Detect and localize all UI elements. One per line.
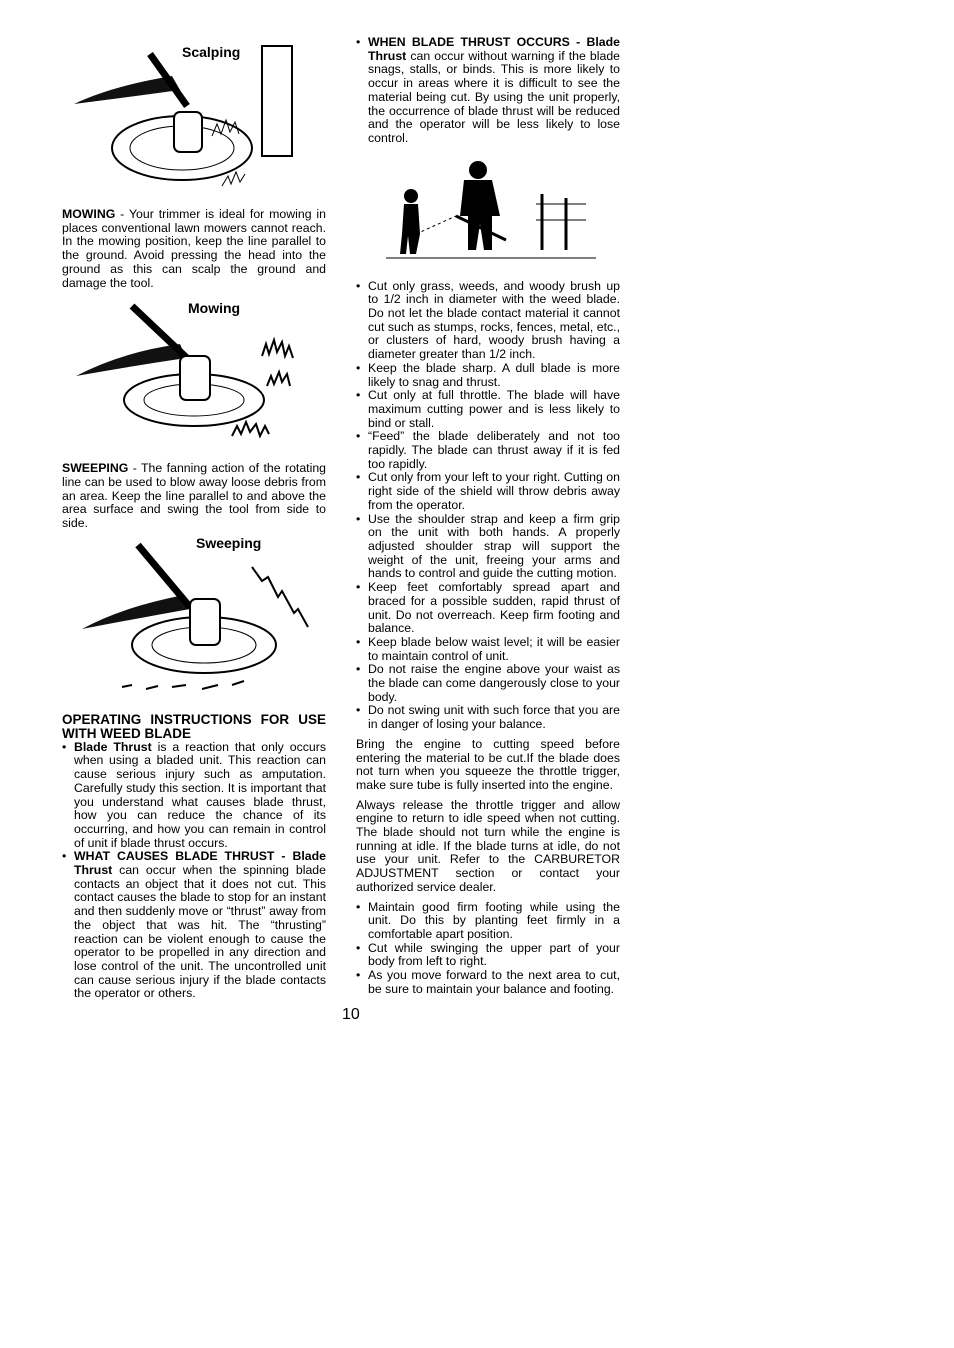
- list-item: • Blade Thrust is a reaction that only occurs when using a bladed unit. This reaction can cause serious injury such as amputation. Carefully study this section. It is important that you understand what causes blade thrust, how you can reduce the chance of its occurring, and how you can remain in control of unit if blade thrust occurs.: [62, 741, 326, 851]
- operating-instructions-heading: OPERATING INSTRUCTIONS FOR USE WITH WEED BLADE: [62, 711, 326, 741]
- list-item: • “Feed” the blade deliberately and not too rapidly. The blade can thrust away if it is fed too rapidly.: [356, 430, 620, 471]
- page-number: 10: [342, 1006, 360, 1023]
- right-top-list: [356, 36, 620, 146]
- mowing-paragraph: [62, 208, 326, 290]
- sweeping-paragraph: [62, 462, 326, 531]
- scalping-label: Scalping: [182, 44, 241, 60]
- list-item: • Use the shoulder strap and keep a firm grip on the unit with both hands. A properly adjusted shoulder strap will support the weight of the unit, freeing your arms and hands to control and guide the cutting motion.: [356, 513, 620, 582]
- list-item: • Maintain good firm footing while using the unit. Do this by planting feet firmly in a comfortable apart position.: [356, 901, 620, 942]
- engine-speed-paragraph: Bring the engine to cutting speed before entering the material to be cut.If the blade does not turn when you squeeze the throttle trigger, make sure tube is fully inserted into the engine.: [356, 736, 620, 792]
- right-bullet-list: [356, 280, 620, 732]
- throttle-release-paragraph: Always release the throttle trigger and allow engine to return to idle speed when not cutting. The blade should not turn while the engine is running at idle. If the blade turns at idle, do not use your unit. Refer to the CARBURETOR ADJUSTMENT section or contact your authorized service dealer.: [356, 797, 620, 894]
- sweeping-illustration: [62, 534, 326, 705]
- list-item: • Cut while swinging the upper part of your body from left to right.: [356, 942, 620, 969]
- mowing-figure: [62, 296, 326, 462]
- right-bullet-list-2: [356, 901, 620, 997]
- list-item: • WHEN BLADE THRUST OCCURS - Blade Thrust can occur without warning if the blade snags, stalls, or binds. This is more likely to occur in areas where it is difficult to see the material being cut. By using the unit properly, the occurrence of blade thrust will be reduced and the operator will be less likely to lose control.: [356, 36, 620, 146]
- list-item: • Keep the blade sharp. A dull blade is more likely to snag and thrust.: [356, 362, 620, 389]
- sweeping-label: Sweeping: [196, 534, 262, 551]
- sweeping-lead: SWEEPING: [62, 461, 129, 476]
- list-item: • Cut only from your left to your right. Cutting on right side of the shield will throw debris away from the operator.: [356, 471, 620, 512]
- scalping-figure: [62, 36, 326, 196]
- mowing-illustration: [62, 296, 326, 462]
- sweeping-figure: [62, 534, 326, 705]
- right-column: [356, 36, 620, 996]
- list-item: • Keep blade below waist level; it will be easier to maintain control of unit.: [356, 636, 620, 663]
- scalping-illustration: [62, 36, 326, 196]
- blade-thrust-illustration: [356, 154, 620, 272]
- mowing-label: Mowing: [188, 300, 241, 317]
- blade-thrust-figure: [356, 154, 620, 272]
- mowing-lead: MOWING: [62, 207, 116, 221]
- list-item: • Cut only at full throttle. The blade will have maximum cutting power and is less likely to bind or stall.: [356, 389, 620, 430]
- list-item: • WHAT CAUSES BLADE THRUST - Blade Thrust can occur when the spinning blade contacts an object that it does not cut. This contact causes the blade to stop for an instant and then suddenly move or “thrust” away from the object that was hit. The “thrusting” reaction can be violent enough to cause the operator to be propelled in any direction and lose control of the unit. The uncontrolled unit can cause serious injury if the blade contacts the operator or others.: [62, 850, 326, 1001]
- list-item: • Cut only grass, weeds, and woody brush up to 1/2 inch in diameter with the weed blade. Do not let the blade contact material it cannot cut such as stumps, rocks, fences, metal, etc., or clusters of hard, woody brush having a diameter greater than 1/2 inch.: [356, 280, 620, 362]
- list-item: • As you move forward to the next area to cut, be sure to maintain your balance and footing.: [356, 969, 620, 996]
- list-item: • Do not raise the engine above your waist as the blade can come dangerously close to your body.: [356, 663, 620, 704]
- left-bullet-list: [62, 741, 326, 1001]
- mowing-text: - Your trimmer is ideal for mowing in places conventional lawn mowers cannot reach. In the mowing position, keep the line parallel to the ground. Avoid pressing the head into the ground as this can scalp the ground and damage the tool.: [62, 207, 326, 290]
- list-item: • Keep feet comfortably spread apart and braced for a possible sudden, rapid thrust of unit. Do not overreach. Keep firm footing and balance.: [356, 581, 620, 636]
- sweeping-text: - The fanning action of the rotating line can be used to blow away loose debris from an area. Keep the line parallel to and above the area surface and swing the tool from side to side.: [62, 461, 326, 531]
- left-column: [62, 36, 326, 1001]
- list-item: • Do not swing unit with such force that you are in danger of losing your balance.: [356, 704, 620, 731]
